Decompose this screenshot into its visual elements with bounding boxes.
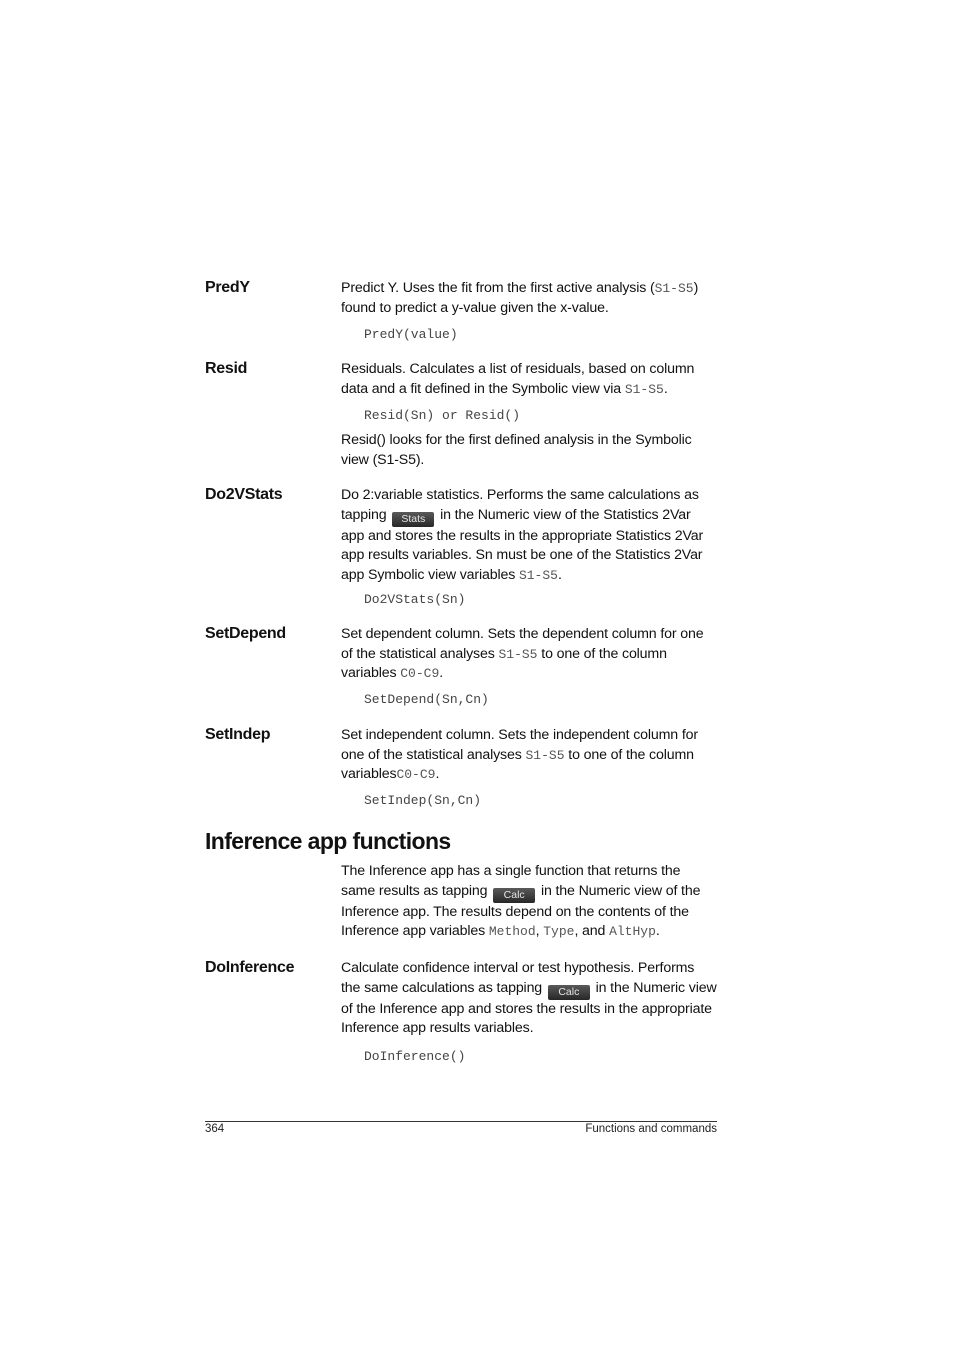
term-resid: Resid <box>205 360 248 377</box>
inference-intro <box>341 862 717 942</box>
syntax-predy: PredY(value) <box>364 327 458 342</box>
stats-key-icon: Stats <box>392 512 434 527</box>
description-setdepend <box>341 625 717 684</box>
resid-note: Resid() looks for the first defined analysis in the Symbolic view (S1-S5). <box>341 432 692 468</box>
calc-key-icon: Calc <box>493 888 535 903</box>
syntax-setindep: SetIndep(Sn,Cn) <box>364 793 482 808</box>
term-predy: PredY <box>205 279 250 296</box>
note-resid <box>341 431 717 470</box>
calc-key-icon-2: Calc <box>548 985 590 1000</box>
predy-desc-a: Predict Y. Uses the fit from the first active analysis ( <box>341 280 655 296</box>
do2vstats-desc-code: S1-S5 <box>518 568 558 584</box>
inference-sep2: , and <box>574 923 610 940</box>
resid-desc-b: . <box>663 380 668 397</box>
doinference-desc-a: Calculate confidence interval or test hypothesis. Performs the same calculations as tapping <box>341 960 695 996</box>
inference-intro-a: The Inference app has a single function that returns the same results as tapping <box>341 863 681 899</box>
setindep-desc-code2: C0-C9 <box>396 767 436 783</box>
setindep-desc-c: . <box>435 766 440 783</box>
description-resid <box>341 360 717 399</box>
syntax-do2vstats: Do2VStats(Sn) <box>364 592 466 607</box>
setdepend-desc-code2: C0-C9 <box>400 666 440 682</box>
inference-intro-b: in the Numeric view of the Inference app. The results depend on the contents of the Inference app variables <box>341 882 701 940</box>
setindep-desc-b: to one of the column variables <box>341 746 694 783</box>
inference-sep1: , <box>535 923 544 940</box>
page-number: 364 <box>205 1123 225 1135</box>
term-setindep: SetIndep <box>205 726 271 743</box>
syntax-setdepend: SetDepend(Sn,Cn) <box>364 692 489 707</box>
do2vstats-desc-b: in the Numeric view of the Statistics 2Var app and stores the results in the appropriate Statistics 2Var app results variables. Sn must be one of the Statistics 2Var app Symbolic view variables <box>341 506 704 584</box>
description-setindep <box>341 726 717 785</box>
setdepend-desc-c: . <box>439 665 444 682</box>
description-predy <box>341 279 717 318</box>
footer-section-title: Functions and commands <box>585 1123 717 1135</box>
do2vstats-desc-c: . <box>557 567 562 584</box>
section-heading: Inference app functions <box>205 828 451 854</box>
inference-end: . <box>655 923 660 940</box>
predy-desc-code: S1-S5 <box>654 281 694 296</box>
footer-divider <box>205 1121 717 1122</box>
description-do2vstats <box>341 486 717 586</box>
inference-code-althyp: AltHyp <box>609 924 656 940</box>
setdepend-desc-b: to one of the column variables <box>341 645 667 682</box>
term-do2vstats: Do2VStats <box>205 486 283 503</box>
predy-desc-b: ) found to predict a y-value given the x-value. <box>341 280 699 316</box>
inference-code-type: Type <box>543 924 575 940</box>
resid-desc-code: S1-S5 <box>624 381 664 397</box>
syntax-doinference: DoInference() <box>364 1049 466 1064</box>
do2vstats-desc-a: Do 2:variable statistics. Performs the same calculations as tapping <box>341 487 699 523</box>
inference-code-method: Method <box>488 924 536 940</box>
setdepend-desc-a: Set dependent column. Sets the dependent column for one of the statistical analyses <box>341 626 704 662</box>
setindep-desc-a: Set independent column. Sets the independent column for one of the statistical analyses <box>341 727 698 763</box>
term-setdepend: SetDepend <box>205 625 286 642</box>
syntax-resid: Resid(Sn) or Resid() <box>364 408 521 423</box>
setindep-desc-code1: S1-S5 <box>525 747 565 763</box>
term-doinference: DoInference <box>205 959 295 976</box>
doinference-desc-b: in the Numeric view of the Inference app and stores the results in the appropriate Inference app results variables. <box>341 979 717 1037</box>
setdepend-desc-code1: S1-S5 <box>498 646 538 662</box>
resid-desc-a: Residuals. Calculates a list of residuals, based on column data and a fit defined in the Symbolic view via <box>341 361 695 397</box>
description-doinference <box>341 959 717 1039</box>
